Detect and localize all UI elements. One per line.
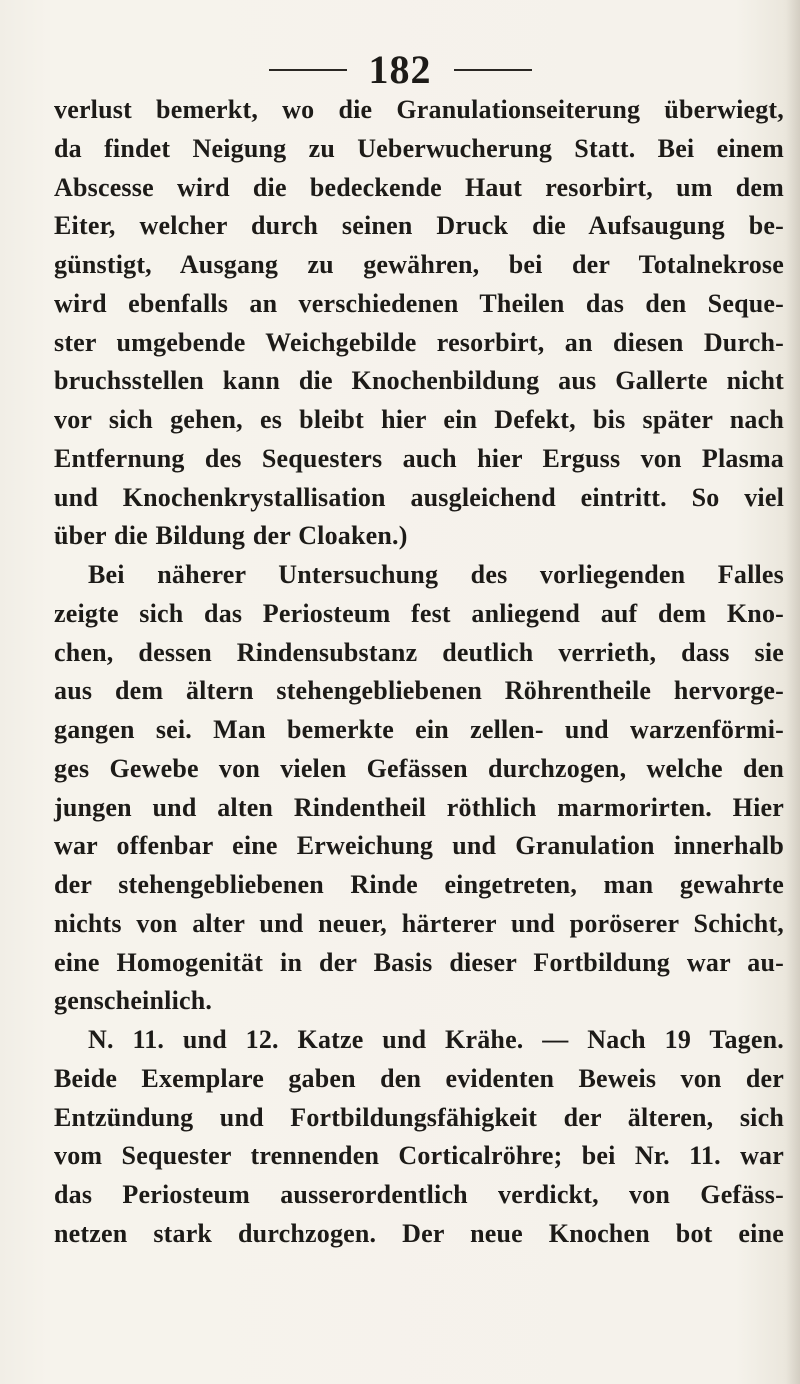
paragraph-start-line: N. 11. und 12. Katze und Krähe. — Nach 19 Tagen. bbox=[88, 1025, 784, 1054]
header-rule-right bbox=[454, 69, 532, 71]
text-line: Abscesse wird die bedeckende Haut resorbirt, um dem bbox=[54, 172, 784, 202]
text-line: genscheinlich. bbox=[54, 986, 213, 1016]
text-line: Entzündung und Fortbildungsfähigkeit der älteren, sich bbox=[54, 1102, 784, 1132]
text-line: vor sich gehen, es bleibt hier ein Defekt, bis später nach bbox=[54, 405, 784, 434]
text-line: war offenbar eine Erweichung und Granulation innerhalb bbox=[54, 831, 784, 861]
text-line: das Periosteum ausserordentlich verdickt, von Gefäss- bbox=[54, 1180, 784, 1209]
text-line: chen, dessen Rindensubstanz deutlich verrieth, dass sie bbox=[54, 637, 784, 667]
header-rule-left bbox=[269, 69, 347, 71]
text-line: aus dem ältern stehengebliebenen Röhrentheile hervorge- bbox=[54, 676, 784, 706]
text-line: bruchsstellen kann die Knochenbildung aus Gallerte nicht bbox=[54, 366, 784, 396]
text-line: über die Bildung der Cloaken.) bbox=[54, 521, 408, 551]
text-line: nichts von alter und neuer, härterer und poröserer Schicht, bbox=[54, 908, 784, 938]
page-number: 182 bbox=[368, 47, 432, 92]
text-line: eine Homogenität in der Basis dieser Fortbildung war au- bbox=[54, 947, 784, 977]
text-line: der stehengebliebenen Rinde eingetreten, man gewahrte bbox=[54, 870, 784, 899]
text-line: wird ebenfalls an verschiedenen Theilen das den Seque- bbox=[54, 288, 784, 318]
text-line: jungen und alten Rindentheil röthlich marmorirten. Hier bbox=[54, 792, 784, 822]
text-line: ster umgebende Weichgebilde resorbirt, an diesen Durch- bbox=[54, 327, 784, 357]
text-line: Eiter, welcher durch seinen Druck die Aufsaugung be- bbox=[54, 211, 784, 241]
text-line: vom Sequester trennenden Corticalröhre; bei Nr. 11. war bbox=[54, 1141, 784, 1171]
text-line: und Knochenkrystallisation ausgleichend eintritt. So viel bbox=[54, 482, 784, 512]
paragraph-start-line: Bei näherer Untersuchung des vorliegenden Falles bbox=[88, 560, 784, 589]
text-line: Beide Exemplare gaben den evidenten Beweis von der bbox=[54, 1063, 784, 1093]
page-edge-shadow bbox=[786, 0, 800, 1384]
text-line: da findet Neigung zu Ueberwucherung Statt. Bei einem bbox=[54, 133, 784, 163]
text-line: netzen stark durchzogen. Der neue Knochen bot eine bbox=[54, 1218, 784, 1248]
text-line: verlust bemerkt, wo die Granulationseiterung überwiegt, bbox=[54, 95, 784, 124]
text-line: gangen sei. Man bemerkte ein zellen- und warzenförmi- bbox=[54, 715, 784, 744]
body-text bbox=[54, 91, 784, 1254]
text-line: zeigte sich das Periosteum fest anliegend auf dem Kno- bbox=[54, 598, 784, 628]
text-line: günstigt, Ausgang zu gewähren, bei der Totalnekrose bbox=[54, 250, 784, 279]
text-line: Entfernung des Sequesters auch hier Erguss von Plasma bbox=[54, 443, 784, 473]
text-line: ges Gewebe von vielen Gefässen durchzogen, welche den bbox=[54, 753, 784, 783]
